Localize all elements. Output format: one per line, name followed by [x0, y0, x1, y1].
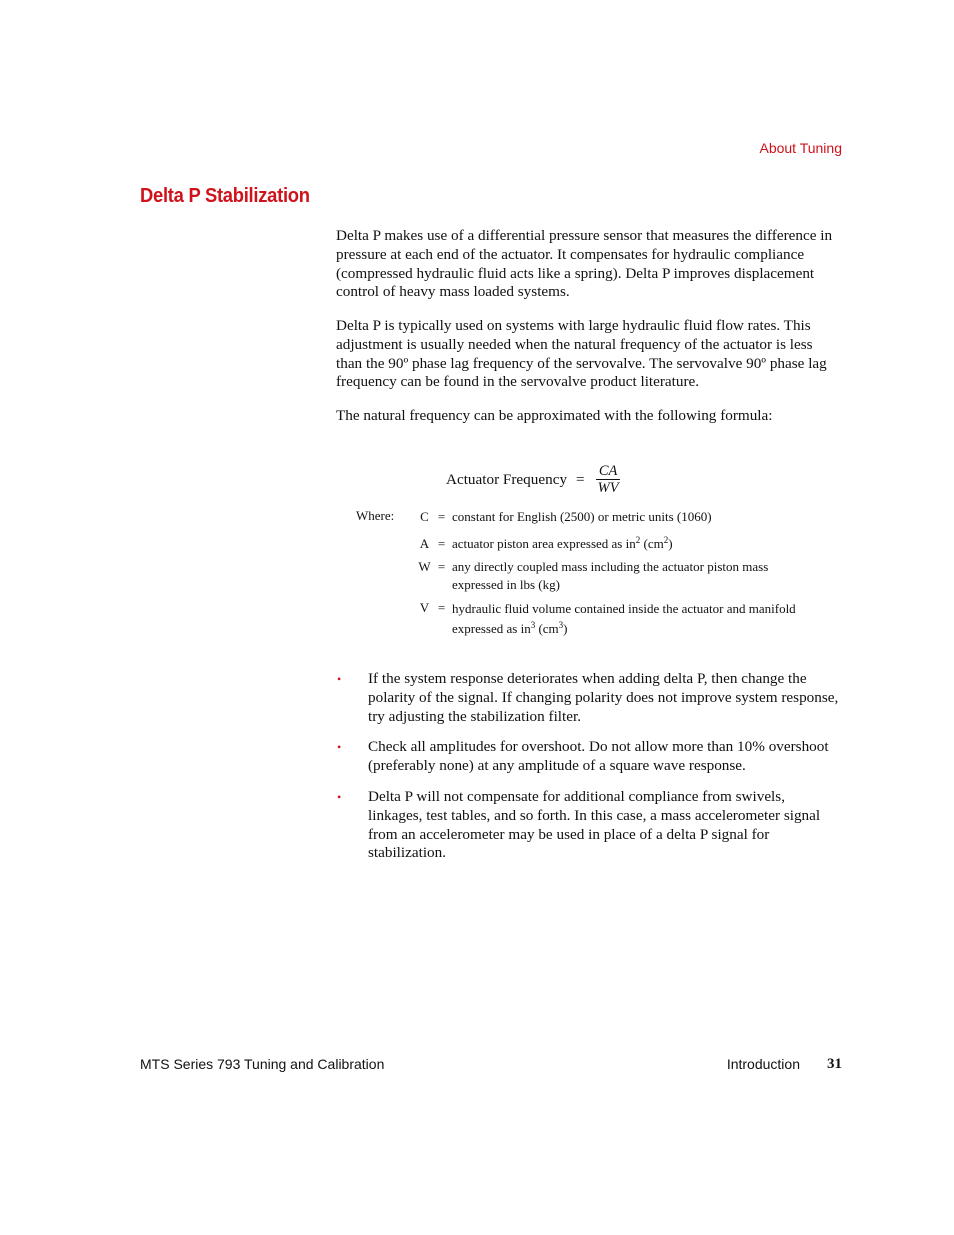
list-item	[336, 670, 843, 726]
formula-denominator: WV	[597, 480, 619, 496]
definition-text: any directly coupled mass including the actuator piston mass expressed in lbs (kg)	[452, 559, 769, 592]
bullet-marker: •	[337, 790, 342, 804]
formula-equals: =	[576, 470, 585, 488]
paragraph: Delta P makes use of a differential pressure sensor that measures the difference in pressure at each end of the actuator. It compensates for hydraulic compliance (compressed hydraulic fluid acts like a spring). Delta P improves displacement control of heavy mass loaded systems.	[336, 227, 833, 301]
definition-equals: =	[437, 509, 446, 524]
definition-symbol: W	[418, 559, 431, 574]
bullet-marker: •	[337, 740, 342, 754]
running-header: About Tuning	[759, 140, 842, 156]
list-item	[336, 788, 843, 863]
definition-text: actuator piston area expressed as $in^2$ $(cm^2)$	[452, 535, 673, 551]
footer-section-name: Introduction	[726, 1056, 800, 1072]
definition-equals: =	[437, 600, 446, 615]
footer-document-title: MTS Series 793 Tuning and Calibration	[140, 1056, 385, 1072]
formula-numerator: CA	[596, 463, 621, 480]
section-title: Delta P Stabilization	[140, 185, 310, 207]
page-number: 31	[827, 1056, 842, 1072]
paragraph: Delta P is typically used on systems with large hydraulic fluid flow rates. This adjustment is usually needed when the natural frequency of the actuator is less than the 90º phase lag frequency of the servovalve. The servovalve 90º phase lag frequency can be found in the servovalve product literature.	[336, 317, 827, 391]
formula-fraction	[595, 463, 622, 496]
list-item	[336, 738, 843, 776]
definition-row	[418, 508, 802, 526]
frequency-formula	[446, 463, 622, 496]
definition-symbol: C	[420, 509, 429, 524]
formula-lhs: Actuator Frequency	[446, 470, 568, 488]
definition-row	[418, 599, 802, 639]
definition-text: constant for English (2500) or metric units (1060)	[452, 509, 712, 524]
bullet-text: If the system response deteriorates when adding delta P, then change the polarity of the signal. If changing polarity does not improve system response, try adjusting the stabilization filter.	[368, 670, 839, 725]
definition-text: hydraulic fluid volume contained inside the actuator and manifold expressed as $in^3$ $(cm^3)$	[452, 601, 796, 636]
where-label: Where:	[356, 508, 395, 523]
definition-symbol: A	[419, 536, 430, 551]
definition-symbol: V	[419, 600, 430, 615]
bullet-text: Check all amplitudes for overshoot. Do not allow more than 10% overshoot (preferably none) at any amplitude of a square wave response.	[368, 738, 829, 774]
definition-equals: =	[437, 536, 446, 551]
bullet-marker: •	[337, 672, 342, 686]
bullet-text: Delta P will not compensate for additional compliance from swivels, linkages, test tables, and so forth. In this case, a mass accelerometer signal from an accelerometer may be used in place of a delta P signal for stabilization.	[368, 788, 821, 862]
definition-row	[418, 535, 802, 553]
paragraph: The natural frequency can be approximated with the following formula:	[336, 407, 773, 424]
definition-equals: =	[437, 559, 446, 574]
definition-row	[418, 558, 802, 593]
